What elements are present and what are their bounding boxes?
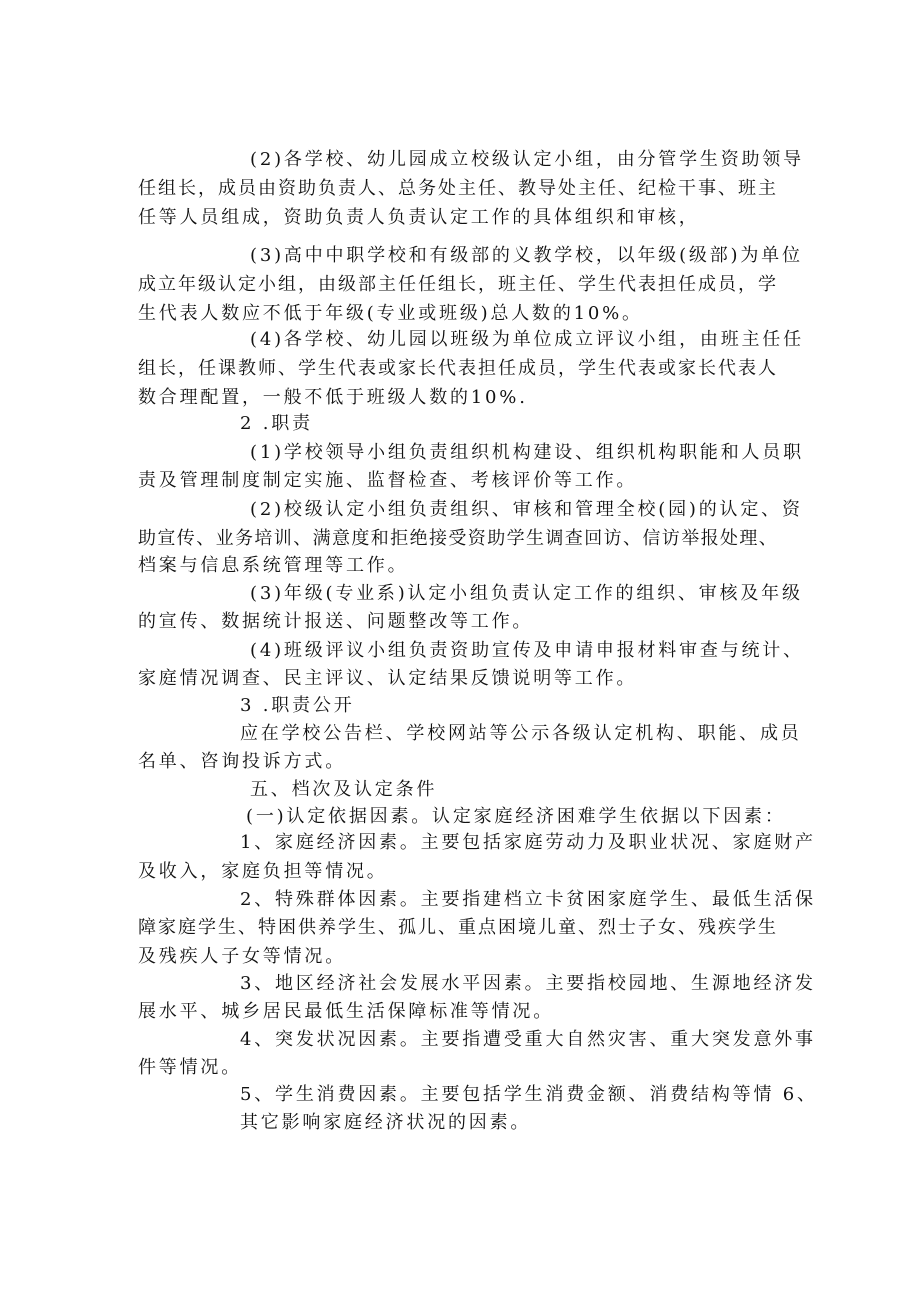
paragraph-line: (2)校级认定小组负责组织、审核和管理全校(园)的认定、资 xyxy=(250,499,803,520)
paragraph-line: 任组长，成员由资助负责人、总务处主任、教导处主任、纪检干事、班主 xyxy=(138,178,778,199)
paragraph-line: 4、突发状况因素。主要指遭受重大自然灾害、重大突发意外事 xyxy=(240,1029,816,1050)
paragraph-line: 家庭情况调查、民主评议、认定结果反馈说明等工作。 xyxy=(138,668,638,689)
paragraph-line: 1、家庭经济因素。主要包括家庭劳动力及职业状况、家庭财产 xyxy=(240,832,816,853)
paragraph-line: (2)各学校、幼儿园成立校级认定小组，由分管学生资助领导 xyxy=(250,149,804,170)
paragraph-line: 其它影响家庭经济状况的因素。 xyxy=(240,1112,532,1133)
paragraph-line: 责及管理制度制定实施、监督检查、考核评价等工作。 xyxy=(138,470,638,491)
paragraph-line: 任等人员组成，资助负责人负责认定工作的具体组织和审核， xyxy=(138,207,700,228)
paragraph-line: 数合理配置，一般不低于班级人数的10%. xyxy=(138,387,528,408)
paragraph-line: (4)班级评议小组负责资助宣传及申请申报材料审查与统计、 xyxy=(250,640,804,661)
paragraph-line: 成立年级认定小组，由级部主任任组长，班主任、学生代表担任成员，学 xyxy=(138,274,778,295)
paragraph-line: 名单、咨询投诉方式。 xyxy=(138,751,346,772)
paragraph-line: 及收入，家庭负担等情况。 xyxy=(138,861,388,882)
paragraph-line: 档案与信息系统管理等工作。 xyxy=(138,555,409,576)
paragraph-line: 组长，任课教师、学生代表或家长代表担任成员，学生代表或家长代表人 xyxy=(138,358,778,379)
section-heading: 2 .职责 xyxy=(240,413,313,434)
paragraph-line: 2、特殊群体因素。主要指建档立卡贫困家庭学生、最低生活保 xyxy=(240,889,816,910)
paragraph-line: (3)年级(专业系)认定小组负责认定工作的组织、审核及年级 xyxy=(250,583,803,604)
paragraph-line: 应在学校公告栏、学校网站等公示各级认定机构、职能、成员 xyxy=(240,723,802,744)
paragraph-line: 助宣传、业务培训、满意度和拒绝接受资助学生调查回访、信访举报处理、 xyxy=(138,528,779,549)
paragraph-line: (4)各学校、幼儿园以班级为单位成立评议小组，由班主任任 xyxy=(250,329,804,350)
paragraph-line: (1)学校领导小组负责组织机构建设、组织机构职能和人员职 xyxy=(250,442,804,463)
paragraph-line: 及残疾人子女等情况。 xyxy=(138,946,346,967)
paragraph-line: 件等情况。 xyxy=(138,1057,242,1078)
paragraph-line: 5、学生消费因素。主要包括学生消费金额、消费结构等情 6、 xyxy=(240,1084,818,1105)
paragraph-line: (一)认定依据因素。认定家庭经济困难学生依据以下因素： xyxy=(246,806,786,827)
paragraph-line: 展水平、城乡居民最低生活保障标准等情况。 xyxy=(138,1001,554,1022)
paragraph-line: 障家庭学生、特困供养学生、孤儿、重点困境儿童、烈士子女、残疾学生 xyxy=(138,917,778,938)
paragraph-line: (3)高中中职学校和有级部的义教学校，以年级(级部)为单位 xyxy=(250,245,803,266)
paragraph-line: 3、地区经济社会发展水平因素。主要指校园地、生源地经济发 xyxy=(240,973,816,994)
paragraph-line: 生代表人数应不低于年级(专业或班级)总人数的10%。 xyxy=(138,303,643,324)
section-heading: 五、档次及认定条件 xyxy=(250,779,438,800)
paragraph-line: 的宣传、数据统计报送、问题整改等工作。 xyxy=(138,611,534,632)
section-heading: 3 .职责公开 xyxy=(240,695,355,716)
